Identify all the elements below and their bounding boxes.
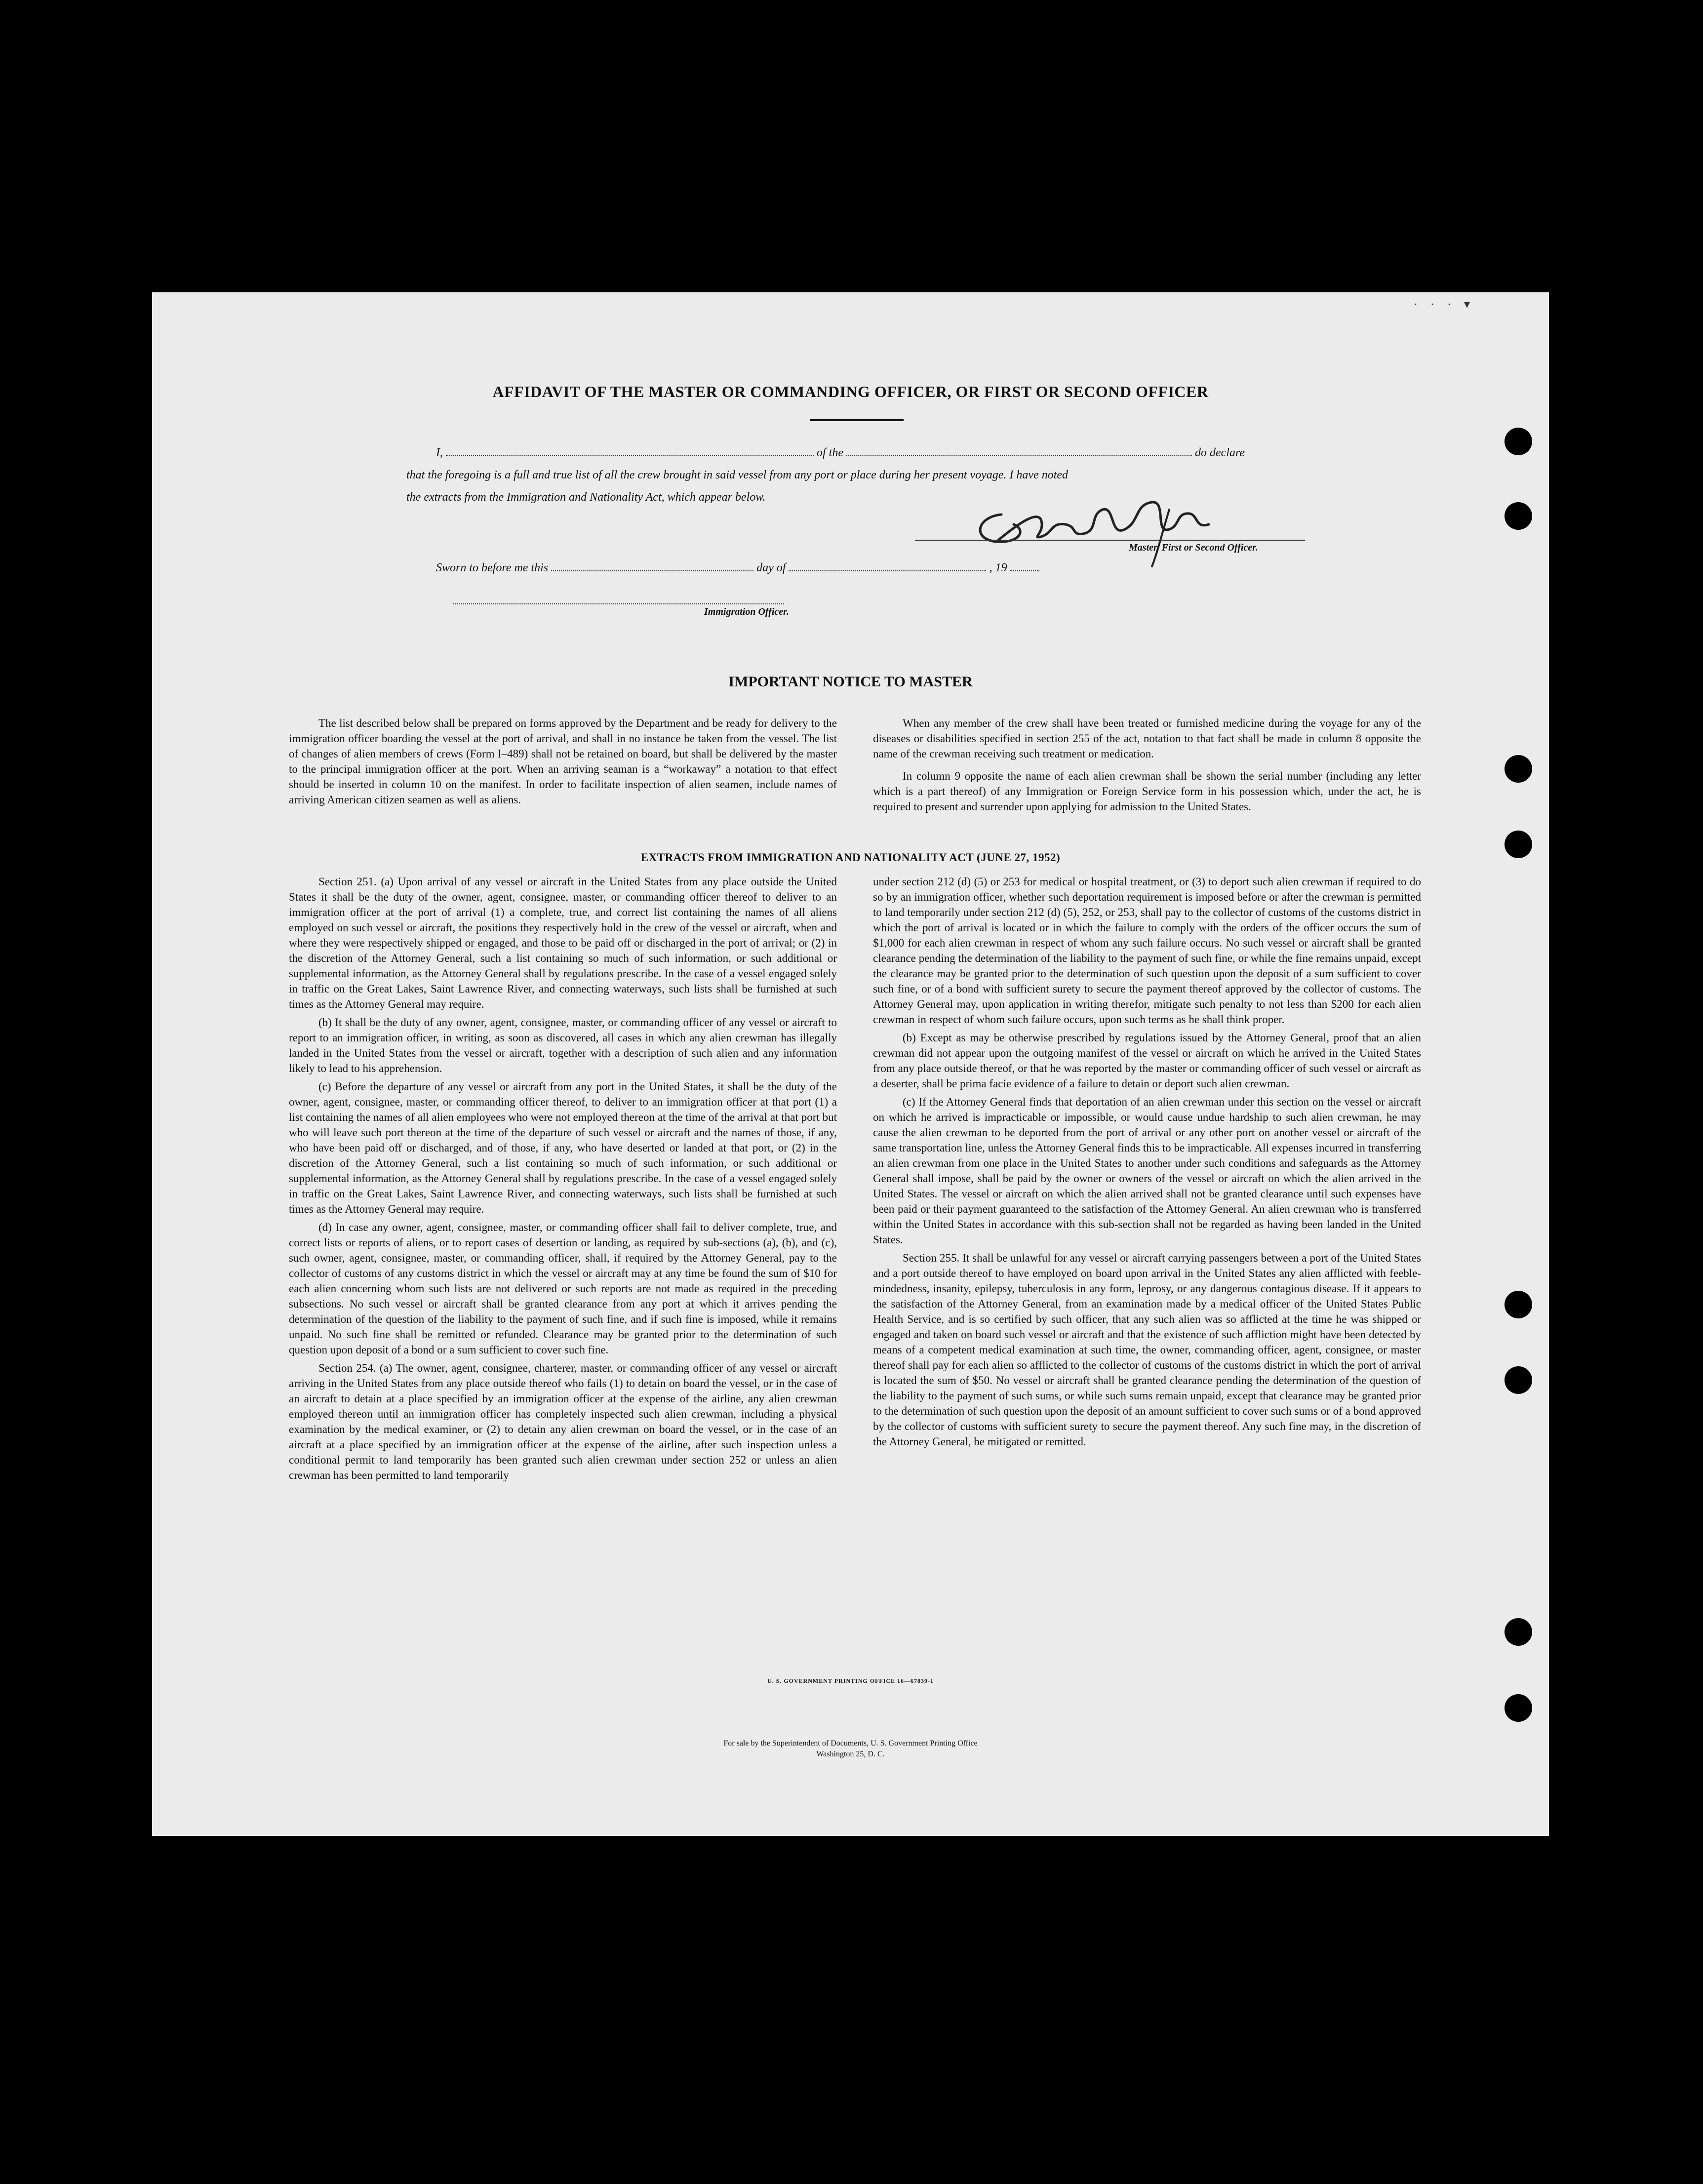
extract-paragraph: (b) It shall be the duty of any owner, agent, consignee, master, or commanding officer of any vessel or aircraft to report to an immigration officer, in writing, as soon as discovered, all cases in which any alien crewman has illegally landed in the United States from the vessel or aircraft, together with a description of such alien and any information likely to lead to his apprehension. xyxy=(289,1016,837,1074)
punch-hole xyxy=(1505,428,1532,455)
extract-paragraph: (c) Before the departure of any vessel or aircraft from any port in the United States, it shall be the duty of the owner, agent, consignee, master, or commanding officer thereof, to deliver to an immigration officer at that port (1) a list containing the names of all alien employees who were not employed thereon at the time of the arrival at that port but who will leave such port thereon at the time of the departure of such vessel or aircraft and the names of those, if any, who have been paid off or discharged, and of those, if any, who have deserted or landed at that port, or (2) in the discretion of the Attorney General, such a list containing so much of such information, or such additional or supplemental information, as the Attorney General shall by regulations prescribe. In the case of a vessel engaged solely in traffic on the Great Lakes, Saint Lawrence River, and connecting waterways, such lists shall be furnished at such times as the Attorney General may require. xyxy=(289,1080,837,1215)
declaration-line xyxy=(436,446,1245,460)
extract-paragraph: Section 255. It shall be unlawful for any vessel or aircraft carrying passengers between a port of the United States and a port outside thereof to have employed on board upon arrival in the United States any alien afflicted with feeble-mindedness, insanity, epilepsy, tuberculosis in any form, leprosy, or any dangerous contagious disease. If it appears to the satisfaction of the Attorney General, from an examination made by a medical officer of the United States Public Health Service, and is so certified by such officer, that any such alien was so afflicted at the time he was shipped or engaged and taken on board such vessel or aircraft and that the existence of such affliction might have been detected by means of a competent medical examination at such time, the owner, commanding officer, agent, consignee, or master thereof shall pay for each alien so afflicted to the collector of customs of the customs district in which the port of arrival is located the sum of $50. No vessel or aircraft shall be granted clearance pending the determination of the question of the liability to the payment of such sums, or while such sums remain unpaid, except that clearance may be granted prior to the determination of such question upon the deposit of an amount sufficient to cover such sums or of a bond approved by the collector of customs with sufficient surety to secure the payment thereof. Any such fine may, in the discretion of the Attorney General, be mitigated or remitted. xyxy=(873,1252,1421,1448)
notice-title: IMPORTANT NOTICE TO MASTER xyxy=(728,674,973,690)
punch-hole xyxy=(1505,1366,1532,1394)
sworn-day-field[interactable] xyxy=(551,561,753,571)
sworn-line xyxy=(436,561,1039,575)
punch-hole xyxy=(1505,1291,1532,1318)
year-label: , 19 xyxy=(989,561,1007,574)
punch-hole xyxy=(1505,1694,1532,1722)
signature-line xyxy=(915,540,1305,541)
title-rule xyxy=(810,419,904,421)
extract-paragraph: Section 251. (a) Upon arrival of any vessel or aircraft in the United States from any place outside the United States it shall be the duty of the owner, agent, consignee, master, or commanding officer thereof to deliver to an immigration officer at the port of arrival (1) a complete, true, and correct list containing the names of all aliens employed on such vessel or aircraft, the positions they respectively hold in the crew of the vessel or aircraft, when and where they were respectively shipped or engaged, and those to be paid off or discharged in the port of arrival; or (2) in the discretion of the Attorney General, such a list containing so much of such information, or such additional or supplemental information, as the Attorney General shall by regulations prescribe. In the case of a vessel engaged solely in traffic on the Great Lakes, Saint Lawrence River, and connecting waterways, such lists shall be furnished at such times as the Attorney General may require. xyxy=(289,875,837,1010)
punch-hole xyxy=(1505,502,1532,530)
affidavit-title: AFFIDAVIT OF THE MASTER OR COMMANDING OFFICER, OR FIRST OR SECOND OFFICER xyxy=(492,383,1209,400)
notice-paragraph: When any member of the crew shall have been treated or furnished medicine during the voyage for any of the diseases or disabilities specified in section 255 of the act, notation to that fact shall be made in column 8 opposite the name of the crewman receiving such treatment or medication. xyxy=(873,717,1421,760)
extracts-title: EXTRACTS FROM IMMIGRATION AND NATIONALITY ACT (JUNE 27, 1952) xyxy=(640,851,1061,864)
corner-marks: · · · ▾ xyxy=(1413,298,1475,311)
extract-paragraph: (d) In case any owner, agent, consignee, master, or commanding officer shall fail to deliver complete, true, and correct lists or reports of aliens, or to report cases of desertion or landing, as required by sub-sections (a), (b), and (c), such owner, agent, consignee, master, or commanding officer, shall, if required by the Attorney General, pay to the collector of customs of any customs district in which the vessel or aircraft may at any time be found the sum of $10 for each alien concerning whom such lists are not delivered or such reports are not made as required in the preceding subsections. No such vessel or aircraft shall be granted clearance from any port at which it arrives pending the determination of the question of the liability to the payment of such fine, and if such fine is imposed, while it remains unpaid. No such fine shall be remitted or refunded. Clearance may be granted prior to the determination of such question upon deposit of a bond or a sum sufficient to cover such fine. xyxy=(289,1221,837,1356)
immigration-officer-caption: Immigration Officer. xyxy=(704,606,789,617)
notice-paragraph: The list described below shall be prepared on forms approved by the Department and be ready for delivery to the immigration officer boarding the vessel at the port of arrival, and shall in no instance be taken from the vessel. The list of changes of alien members of crews (Form I–489) shall not be retained on board, but shall be delivered by the master to the principal immigration officer at the port. When an arriving seaman is a “workaway” a notation to that effect should be inserted in column 10 on the manifest. In order to facilitate inspection of alien seamen, include names of arriving American citizen seamen as well as aliens. xyxy=(289,717,837,806)
do-declare-label: do declare xyxy=(1195,446,1245,459)
declaration-line-3: the extracts from the Immigration and Nationality Act, which appear below. xyxy=(406,491,766,504)
sworn-year-field[interactable] xyxy=(1010,561,1039,571)
notice-left-column xyxy=(289,715,837,807)
extract-paragraph: Section 254. (a) The owner, agent, consignee, charterer, master, or commanding officer of any vessel or aircraft arriving in the United States from any place outside thereof who fails (1) to detain on board the vessel, or in the case of an aircraft to detain at a place specified by an immigration officer at the expense of the airline, any alien crewman employed thereon until an immigration officer has completely inspected such alien crewman, including a physical examination by the medical examiner, or (2) to detain any alien crewman on board the vessel, or in the case of an aircraft at a place specified by an immigration officer at the expense of the airline, after such inspection unless a conditional permit to land temporarily has been granted such alien crewman under section 252 or unless an alien crewman has been permitted to land temporarily xyxy=(289,1362,837,1481)
extracts-left-column xyxy=(289,874,837,1483)
declaration-i-label: I, xyxy=(436,446,443,459)
immigration-officer-line xyxy=(453,603,784,604)
signature-caption: Master, First or Second Officer. xyxy=(1129,542,1258,553)
notice-right-column xyxy=(873,715,1421,814)
extracts-right-column xyxy=(873,874,1421,1449)
day-of-label: day of xyxy=(756,561,786,574)
extract-paragraph: (b) Except as may be otherwise prescribed by regulations issued by the Attorney General, proof that an alien crewman did not appear upon the outgoing manifest of the vessel or aircraft on which he arrived in the United States from any place outside thereof, or that he was reported by the master or commanding officer of such vessel or aircraft as a deserter, shall be prima facie evidence of a failure to detain or deport such alien crewman. xyxy=(873,1032,1421,1090)
extract-paragraph: (c) If the Attorney General finds that deportation of an alien crewman under this section on the vessel or aircraft on which he arrived is impracticable or impossible, or would cause undue hardship to such alien crewman, he may cause the alien crewman to be deported from the port of arrival or any other port on another vessel or aircraft of the same transportation line, unless the Attorney General finds this to be impracticable. All expenses incurred in transferring an alien crewman from one place in the United States to another under such conditions and safeguards as the Attorney General shall impose, shall be paid by the owner or owners of the vessel or aircraft on which the alien arrived in the United States. The vessel or aircraft on which the alien arrived shall not be granted clearance until such expenses have been paid or their payment guaranteed to the satisfaction of the Attorney General. An alien crewman who is transferred within the United States in accordance with this sub-section shall not be regarded as having been landed in the United States. xyxy=(873,1096,1421,1246)
signature xyxy=(967,495,1243,569)
name-field[interactable] xyxy=(446,446,814,456)
document-page xyxy=(152,292,1549,1836)
declaration-line-2: that the foregoing is a full and true list of all the crew brought in said vessel from any port or place during her present voyage. I have noted xyxy=(406,469,1069,481)
of-the-label: of the xyxy=(817,446,843,459)
extract-paragraph: under section 212 (d) (5) or 253 for medical or hospital treatment, or (3) to deport such alien crewman if required to do so by an immigration officer, whether such deportation requirement is imposed before or after the crewman is permitted to land temporarily under section 212 (d) (5), 252, or 253, shall pay to the collector of customs of the customs district in which the port of arrival is located or in which the failure to comply with the orders of the officer occurs the sum of $1,000 for each alien crewman in respect of whom any such failure occurs. No such vessel or aircraft shall be granted clearance pending the determination of the liability to the payment of such fine, or while the fine remains unpaid, except the clearance may be granted prior to the determination of such question upon the deposit of a sum sufficient to cover such fine, or of a bond with sufficient surety to secure the payment thereof approved by the collector of customs. The Attorney General may, upon application in writing therefor, mitigate such penalty to not less than $200 for each alien crewman in respect of whom such failure occurs, upon such terms as he shall think proper. xyxy=(873,875,1421,1026)
punch-hole xyxy=(1505,1618,1532,1646)
sworn-month-field[interactable] xyxy=(789,561,986,571)
sale-line-2: Washington 25, D. C. xyxy=(816,1750,885,1758)
sworn-label: Sworn to before me this xyxy=(436,561,549,574)
vessel-field[interactable] xyxy=(846,446,1192,456)
sale-line-1: For sale by the Superintendent of Documents, U. S. Government Printing Office xyxy=(723,1739,978,1747)
punch-hole xyxy=(1505,755,1532,783)
notice-paragraph: In column 9 opposite the name of each alien crewman shall be shown the serial number (including any letter which is a part thereof) of any Immigration or Foreign Service form in his possession which, under the act, he is required to present and surrender upon applying for admission to the United States. xyxy=(873,770,1421,813)
printing-office-imprint: U. S. GOVERNMENT PRINTING OFFICE 16—67839-1 xyxy=(767,1677,934,1684)
sale-notice xyxy=(152,1738,1549,1760)
